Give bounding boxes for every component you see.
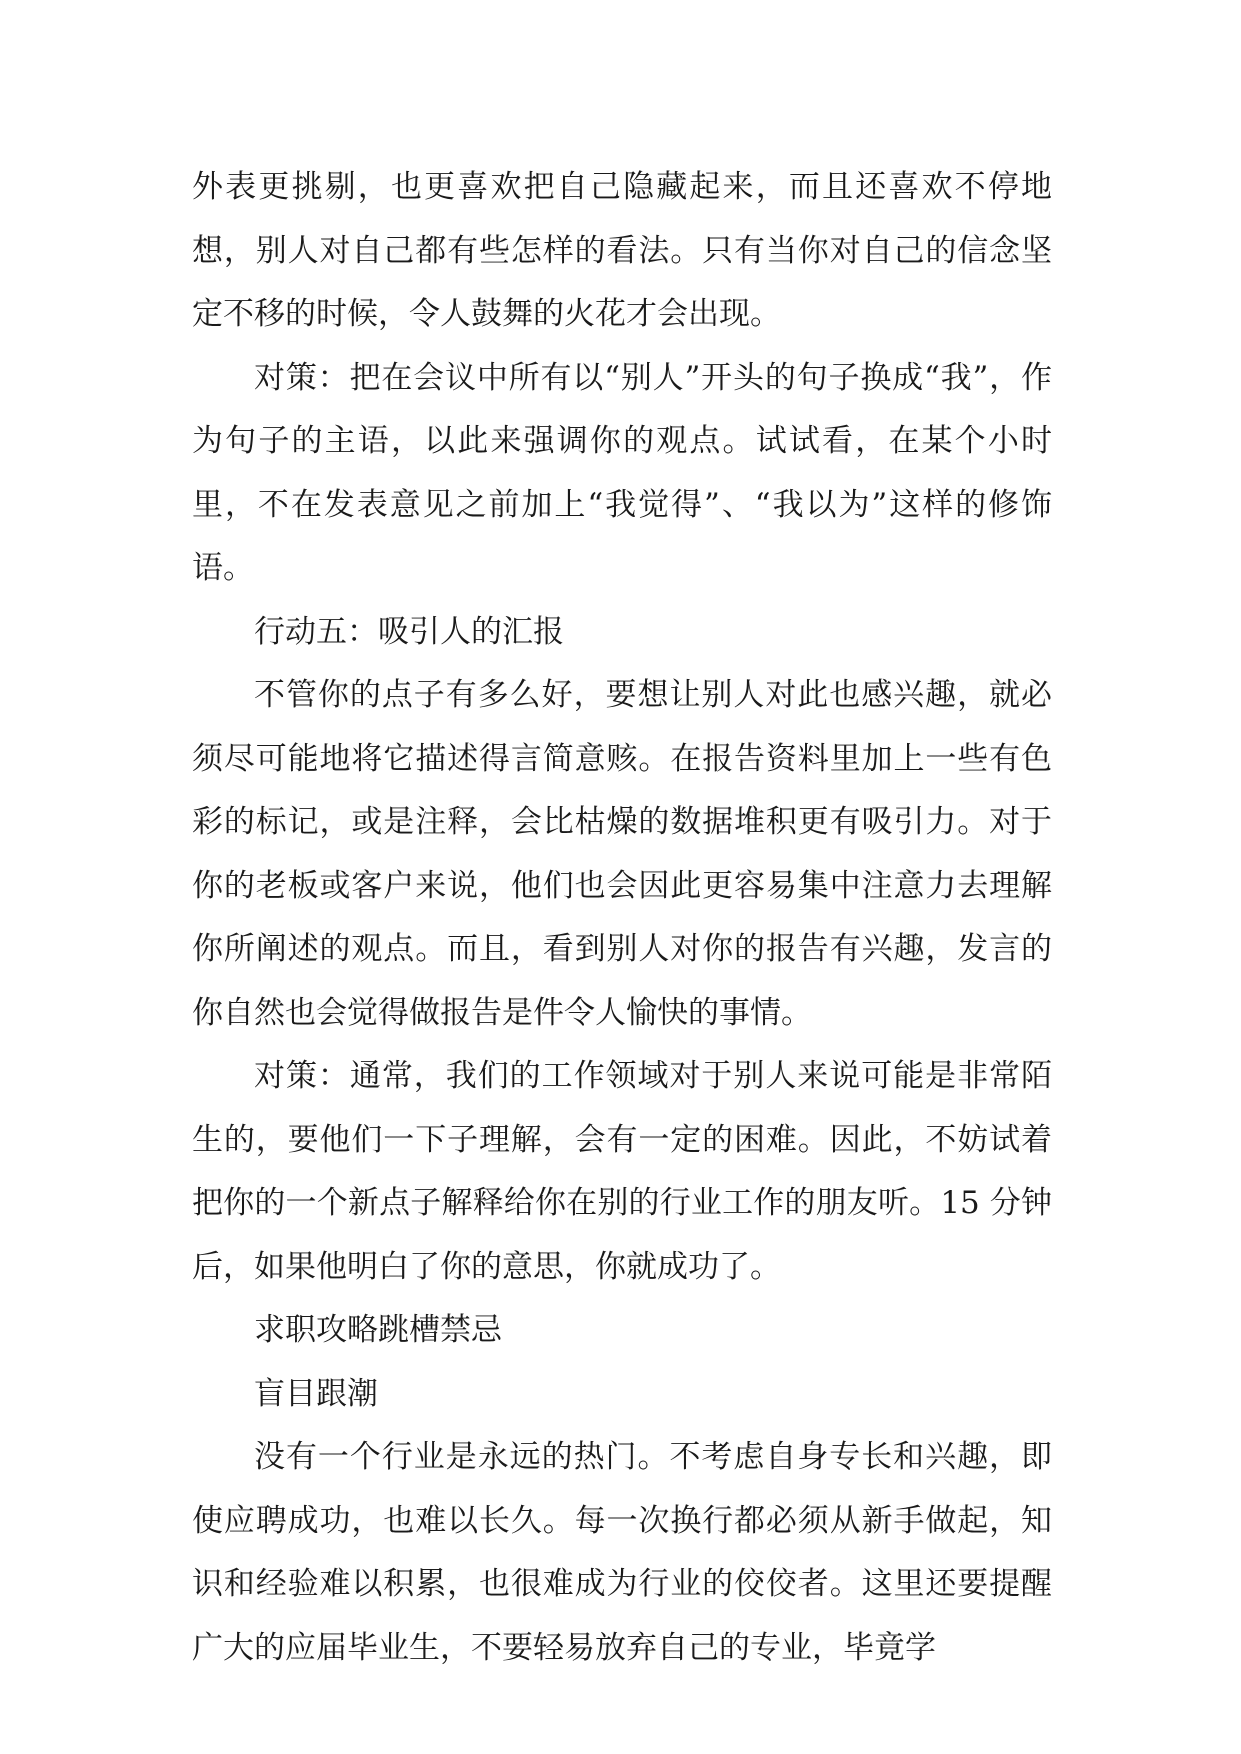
section-heading: 行动五：吸引人的汇报: [254, 613, 564, 650]
body-text: [192, 156, 1052, 1680]
paragraph: 没有一个行业是永远的热门。不考虑自身专长和兴趣，即使应聘成功，也难以长久。每一次换行都必须从新手做起，知识和经验难以积累，也很难成为行业的佼佼者。这里还要提醒广大的应届毕业生，不要轻易放弃自己的专业，毕竟学: [192, 1439, 1052, 1666]
paragraph-countermeasure: 对策：通常，我们的工作领域对于别人来说可能是非常陌生的，要他们一下子理解，会有一定的困难。因此，不妨试着把你的一个新点子解释给你在别的行业工作的朋友听。15 分钟后，如果他明白了你的意思，你就成功了。: [192, 1058, 1052, 1285]
paragraph: 外表更挑剔，也更喜欢把自己隐藏起来，而且还喜欢不停地想，别人对自己都有些怎样的看法。只有当你对自己的信念坚定不移的时候，令人鼓舞的火花才会出现。: [192, 169, 1052, 332]
paragraph: 不管你的点子有多么好，要想让别人对此也感兴趣，就必须尽可能地将它描述得言简意赅。在报告资料里加上一些有色彩的标记，或是注释，会比枯燥的数据堆积更有吸引力。对于你的老板或客户来说，他们也会因此更容易集中注意力去理解你所阐述的观点。而且，看到别人对你的报告有兴趣，发言的你自然也会觉得做报告是件令人愉快的事情。: [192, 677, 1052, 1031]
paragraph-countermeasure: 对策：把在会议中所有以“别人”开头的句子换成“我”，作为句子的主语，以此来强调你的观点。试试看，在某个小时里，不在发表意见之前加上“我觉得”、“我以为”这样的修饰语。: [192, 359, 1052, 586]
section-heading: 求职攻略跳槽禁忌: [254, 1312, 502, 1348]
sub-heading: 盲目跟潮: [254, 1375, 378, 1412]
